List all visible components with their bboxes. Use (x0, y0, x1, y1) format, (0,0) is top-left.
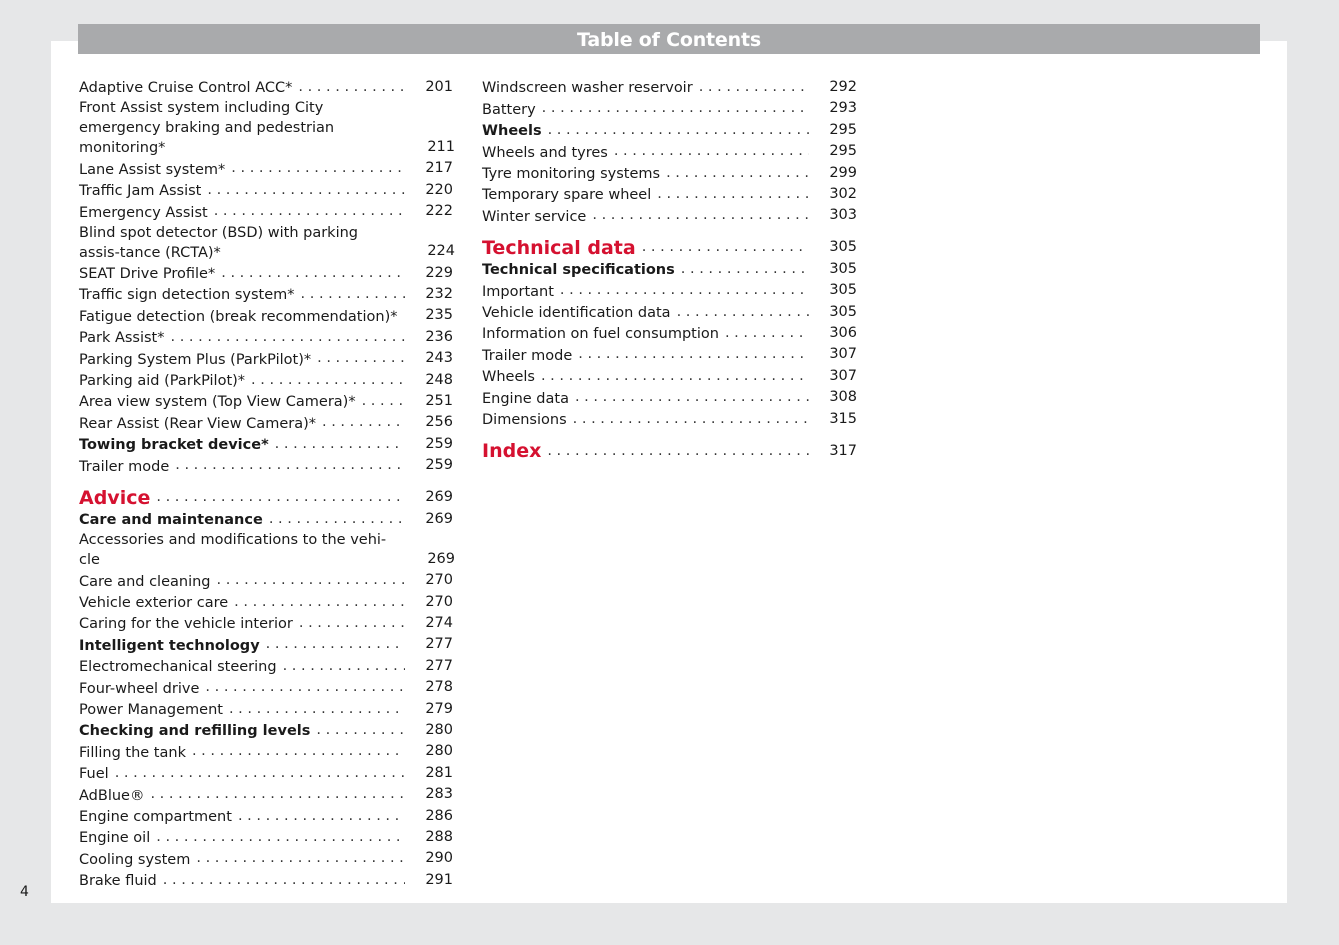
toc-leader-dots (578, 344, 809, 365)
toc-entry-page: 269 (427, 550, 455, 567)
toc-entry-label: Parking System Plus (ParkPilot)* (79, 351, 312, 368)
toc-entry-label: Vehicle identification data (482, 305, 671, 322)
toc-entry[interactable] (482, 280, 857, 301)
toc-entry[interactable] (79, 434, 453, 455)
toc-column-right (482, 77, 857, 462)
toc-entry[interactable] (482, 163, 857, 184)
toc-entry-label: Power Management (79, 701, 223, 718)
toc-entry-page: 278 (425, 679, 453, 696)
toc-leader-dots (175, 455, 405, 476)
toc-entry-page: 290 (425, 850, 453, 867)
toc-leader-dots (156, 827, 405, 848)
toc-entry-page: 269 (425, 510, 453, 527)
toc-entry[interactable] (79, 180, 453, 201)
toc-entry-page: 236 (425, 328, 453, 345)
toc-entry[interactable] (79, 699, 453, 720)
toc-entry[interactable] (482, 120, 857, 141)
toc-leader-dots (548, 120, 809, 141)
toc-entry[interactable] (79, 201, 453, 222)
toc-entry-label: Care and cleaning (79, 573, 211, 590)
toc-entry-page: 251 (425, 393, 453, 410)
toc-entry-page: 269 (425, 489, 453, 506)
toc-entry-label: Fatigue detection (break recommendation)* (79, 308, 398, 325)
toc-entry[interactable] (79, 370, 453, 391)
toc-leader-dots (205, 677, 405, 698)
toc-leader-dots (699, 77, 809, 98)
toc-entry-label: Front Assist system including City emergency braking and pedestrian monitoring* (79, 100, 335, 157)
toc-entry-label: Trailer mode (79, 458, 170, 475)
toc-entry-page: 277 (425, 657, 453, 674)
toc-entry-label: Technical specifications (482, 262, 675, 279)
toc-entry-label: Engine data (482, 390, 569, 407)
toc-entry[interactable] (79, 806, 453, 827)
toc-entry-page: 274 (425, 614, 453, 631)
toc-leader-dots (115, 763, 405, 784)
toc-entry-page: 306 (829, 325, 857, 342)
toc-entry-page: 235 (425, 307, 453, 324)
toc-entry-page: 299 (829, 164, 857, 181)
toc-entry-page: 305 (829, 303, 857, 320)
toc-entry-page: 248 (425, 371, 453, 388)
toc-leader-dots (207, 180, 405, 201)
toc-entry-page: 292 (829, 79, 857, 95)
toc-leader-dots (234, 592, 405, 613)
toc-leader-dots (614, 141, 809, 162)
toc-entry[interactable] (79, 848, 453, 869)
toc-leader-dots (238, 806, 405, 827)
toc-entry[interactable] (79, 77, 453, 98)
toc-entry-label: Temporary spare wheel (482, 187, 652, 204)
toc-entry[interactable] (482, 344, 857, 365)
toc-leader-dots (269, 509, 405, 530)
toc-entry-page: 293 (829, 100, 857, 117)
toc-leader-dots (677, 302, 809, 323)
toc-entry-label: Area view system (Top View Camera)* (79, 394, 356, 411)
toc-leader-dots (681, 259, 809, 280)
toc-leader-dots (156, 487, 405, 508)
toc-chapter-entry[interactable] (482, 237, 857, 259)
toc-entry[interactable] (79, 613, 453, 634)
toc-entry-label: AdBlue® (79, 787, 145, 804)
toc-entry-label: Filling the tank (79, 744, 186, 761)
toc-entry-page: 224 (427, 243, 455, 260)
toc-entry-page: 259 (425, 457, 453, 474)
toc-leader-dots (575, 387, 809, 408)
toc-entry-label: Cooling system (79, 851, 191, 868)
toc-entry-page: 201 (425, 79, 453, 95)
toc-entry[interactable] (79, 592, 453, 613)
toc-entry-label: Dimensions (482, 412, 567, 429)
toc-entry-label: Technical data (482, 236, 636, 259)
toc-entry-label: Emergency Assist (79, 204, 208, 221)
toc-leader-dots (150, 784, 405, 805)
toc-entry-page: 308 (829, 389, 857, 406)
toc-leader-dots (542, 98, 809, 119)
toc-entry-page: 220 (425, 181, 453, 198)
toc-leader-dots (657, 184, 809, 205)
toc-entry[interactable] (79, 656, 453, 677)
toc-entry-page: 259 (425, 435, 453, 452)
page-title: Table of Contents (78, 24, 1260, 54)
toc-entry-label: Lane Assist system* (79, 161, 226, 178)
toc-entry[interactable] (482, 302, 857, 323)
toc-entry-label: Caring for the vehicle interior (79, 616, 293, 633)
toc-entry-label: Index (482, 440, 542, 463)
toc-entry-page: 305 (829, 239, 857, 256)
toc-entry[interactable] (79, 870, 453, 891)
toc-leader-dots (196, 848, 405, 869)
toc-entry-label: Traffic Jam Assist (79, 183, 202, 200)
toc-entry-label: Care and maintenance (79, 512, 263, 529)
toc-entry-page: 232 (425, 286, 453, 303)
toc-entry-label: Traffic sign detection system* (79, 287, 295, 304)
toc-leader-dots (251, 370, 405, 391)
toc-entry-label: Towing bracket device* (79, 437, 269, 454)
toc-entry-label: Information on fuel consumption (482, 326, 719, 343)
toc-entry-page: 281 (425, 764, 453, 781)
toc-entry[interactable] (482, 98, 857, 119)
toc-entry-label: Battery (482, 101, 536, 118)
toc-leader-dots (362, 391, 405, 412)
toc-column-left (79, 77, 453, 891)
toc-entry-page: 315 (829, 410, 857, 427)
toc-leader-dots (298, 77, 405, 98)
toc-entry-page: 288 (425, 828, 453, 845)
toc-leader-dots (316, 720, 405, 741)
toc-entry-page: 270 (425, 593, 453, 610)
toc-entry-page: 229 (425, 264, 453, 281)
toc-entry[interactable] (79, 284, 453, 305)
toc-entry[interactable] (482, 77, 857, 98)
toc-entry[interactable] (482, 205, 857, 226)
toc-entry-label: Blind spot detector (BSD) with parking assis-tance (RCTA)* (79, 224, 358, 261)
toc-entry[interactable] (79, 720, 453, 741)
toc-entry[interactable] (482, 259, 857, 280)
toc-entry-label: Wheels and tyres (482, 144, 608, 161)
toc-entry[interactable] (79, 158, 453, 179)
toc-leader-dots (541, 366, 809, 387)
toc-entry-label: Accessories and modifications to the vehi-cle (79, 532, 387, 569)
toc-entry-page: 279 (425, 700, 453, 717)
toc-entry[interactable] (79, 391, 453, 412)
toc-leader-dots (301, 284, 405, 305)
toc-entry-page: 286 (425, 807, 453, 824)
toc-entry-label: Checking and refilling levels (79, 723, 311, 740)
toc-entry[interactable] (79, 509, 453, 530)
toc-entry-label: Intelligent technology (79, 637, 260, 654)
toc-entry[interactable] (79, 305, 453, 326)
toc-entry-page: 295 (829, 143, 857, 160)
toc-entry[interactable] (79, 784, 453, 805)
toc-leader-dots (192, 741, 405, 762)
toc-entry-label: Four-wheel drive (79, 680, 200, 697)
toc-entry-label: Trailer mode (482, 347, 573, 364)
toc-leader-dots (163, 870, 405, 891)
toc-entry-label: Brake fluid (79, 873, 157, 890)
toc-entry[interactable] (79, 570, 453, 591)
toc-entry-page: 211 (427, 139, 455, 155)
toc-entry-page: 217 (425, 160, 453, 177)
toc-entry[interactable] (482, 323, 857, 344)
toc-entry[interactable] (79, 827, 453, 848)
toc-entry-label: Park Assist* (79, 330, 165, 347)
toc-entry-label: Rear Assist (Rear View Camera)* (79, 415, 316, 432)
toc-entry[interactable] (79, 98, 453, 158)
page-number: 4 (20, 884, 29, 900)
toc-entry-page: 280 (425, 721, 453, 738)
toc-entry-label: Vehicle exterior care (79, 594, 229, 611)
toc-entry[interactable] (79, 455, 453, 476)
toc-leader-dots (317, 348, 405, 369)
toc-leader-dots (266, 634, 405, 655)
toc-entry[interactable] (79, 412, 453, 433)
toc-entry[interactable] (79, 634, 453, 655)
toc-entry-page: 222 (425, 203, 453, 220)
toc-entry-label: Electromechanical steering (79, 659, 277, 676)
toc-entry-label: SEAT Drive Profile* (79, 266, 216, 283)
toc-entry-page: 256 (425, 414, 453, 431)
toc-entry-page: 291 (425, 871, 453, 888)
toc-entry-page: 295 (829, 121, 857, 138)
toc-entry[interactable] (79, 327, 453, 348)
toc-leader-dots (214, 201, 405, 222)
toc-leader-dots (547, 441, 809, 462)
toc-chapter-entry[interactable] (79, 487, 453, 509)
toc-leader-dots (229, 699, 405, 720)
toc-entry[interactable] (79, 763, 453, 784)
toc-entry-label: Advice (79, 486, 151, 509)
toc-entry-label: Engine oil (79, 830, 151, 847)
toc-entry-page: 305 (829, 282, 857, 299)
toc-entry[interactable] (79, 263, 453, 284)
toc-entry[interactable] (79, 223, 453, 263)
toc-entry-page: 302 (829, 186, 857, 203)
toc-entry-label: Important (482, 283, 554, 300)
toc-entry-page: 270 (425, 572, 453, 589)
toc-entry-label: Adaptive Cruise Control ACC* (79, 80, 293, 97)
toc-entry[interactable] (79, 741, 453, 762)
toc-leader-dots (403, 305, 405, 326)
toc-entry-page: 307 (829, 346, 857, 363)
toc-entry-label: Wheels (482, 123, 542, 140)
toc-entry-label: Tyre monitoring systems (482, 166, 661, 183)
toc-leader-dots (275, 434, 405, 455)
toc-entry-label: Wheels (482, 369, 535, 386)
toc-entry[interactable] (482, 366, 857, 387)
toc-leader-dots (283, 656, 405, 677)
toc-leader-dots (299, 613, 405, 634)
toc-leader-dots (231, 158, 405, 179)
toc-leader-dots (221, 263, 405, 284)
toc-entry[interactable] (79, 530, 453, 570)
toc-leader-dots (573, 409, 809, 430)
toc-leader-dots (666, 163, 809, 184)
toc-entry[interactable] (482, 184, 857, 205)
toc-leader-dots (642, 237, 809, 258)
toc-leader-dots (171, 327, 406, 348)
toc-entry-label: Engine compartment (79, 808, 232, 825)
toc-entry[interactable] (482, 387, 857, 408)
toc-entry-page: 317 (829, 442, 857, 459)
toc-entry-page: 307 (829, 367, 857, 384)
toc-leader-dots (217, 570, 406, 591)
toc-entry-page: 243 (425, 350, 453, 367)
toc-entry[interactable] (482, 409, 857, 430)
toc-entry-page: 303 (829, 207, 857, 224)
toc-entry[interactable] (482, 141, 857, 162)
toc-entry-label: Windscreen washer reservoir (482, 80, 693, 97)
toc-entry-label: Winter service (482, 208, 587, 225)
toc-entry-page: 277 (425, 636, 453, 653)
toc-leader-dots (592, 205, 809, 226)
toc-leader-dots (322, 412, 405, 433)
toc-chapter-entry[interactable] (482, 440, 857, 462)
toc-leader-dots (560, 280, 809, 301)
toc-leader-dots (725, 323, 809, 344)
toc-entry-page: 280 (425, 743, 453, 760)
toc-entry[interactable] (79, 348, 453, 369)
toc-entry-page: 283 (425, 786, 453, 803)
toc-entry-label: Fuel (79, 766, 109, 783)
toc-entry-page: 305 (829, 260, 857, 277)
toc-entry-label: Parking aid (ParkPilot)* (79, 373, 246, 390)
toc-entry[interactable] (79, 677, 453, 698)
